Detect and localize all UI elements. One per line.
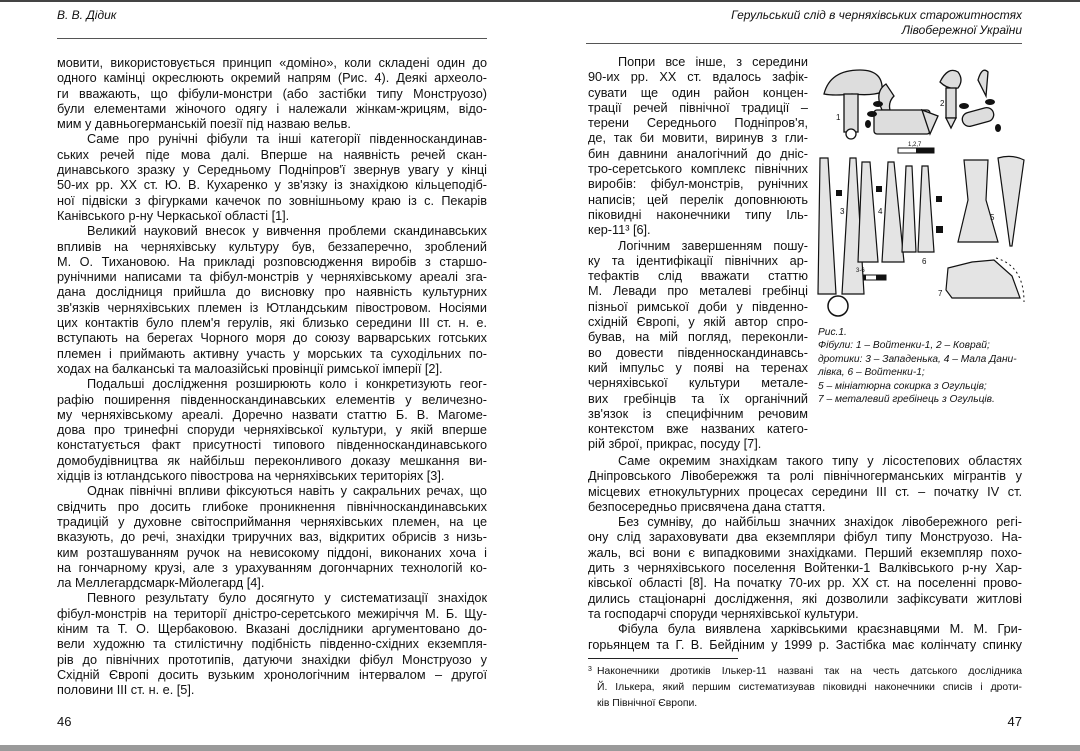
figure-label: 1 [836,113,841,122]
text-line: 50-их рр. XX ст. Ю. В. Кухаренко у зв'язку із знахідкою кільцеподіб- [57,178,487,193]
text-line: ким розташуванням ручок на невисокому піддоні, виконаних хоча і [57,545,487,560]
scale-bar-1 [916,148,934,153]
right-page-narrow-column [588,55,808,453]
text-line: черняхівської культури метале- [588,376,808,391]
text-line: свідчить про досить глибоке проникнення північноскандинавських [57,499,487,514]
text-line: Певного результату було досягнуто у систематизації знахідок [87,591,487,606]
running-head-line: Герульський слід в черняхівських старожитностях [731,8,1022,22]
text-line: терени Середнього Подніпров'я, [588,116,808,131]
text-line: Канівського р-ну Черкаської області [1]. [57,208,290,223]
scale-bar-2 [876,275,886,280]
text-line: контекстом вже названих катего- [588,422,808,437]
text-line: зв'язок із специфічним речовим [588,406,808,421]
text-line: бував, на мій погляд, переконли- [588,330,808,345]
footnote-line: Й. Ількера, який першим систематизував піковидні наконечники списів і дроти- [597,682,1022,693]
figure-label: 3 [840,207,845,216]
figure-label: 6 [922,257,927,266]
caption-line: Рис.1. [818,327,847,338]
left-header-rule [57,38,487,39]
text-line: Фібула була виявлена харківськими краєзнавцями М. М. Гри- [618,622,1022,637]
left-running-head: В. В. Дідик [57,8,117,22]
text-line: мовити, використовується принцип «доміно», коли складені один до [57,56,487,70]
caption-line: 7 – металевий гребінець з Огульців. [818,394,995,406]
text-line: фібул-монстрів на території дністро-серетського межиріччя М. Б. Щу- [57,606,487,621]
text-line: тефактів слід вважати статтю [588,269,808,284]
paragraph [57,132,487,224]
text-line: 90-их рр. XX ст. вдалось зафік- [588,70,808,85]
text-line: дить з черняхівського поселення Войтенки-1 Валківського р-ну Хар- [588,561,1022,576]
paragraph [588,622,1022,653]
text-line: Логічним завершенням пошу- [618,238,808,253]
text-line: Без сумніву, до найбільш значних знахідок лівобережного регі- [618,515,1022,530]
paragraph [588,454,1022,515]
paragraph [57,56,487,132]
right-header-rule [586,43,1022,44]
text-line: ку та ідентифікації північних ар- [588,253,808,268]
figure-label: 7 [938,289,943,298]
text-line: Дніпровського Лівобережжя та ролі північногерманських мігрантів у [588,469,1022,484]
paragraph [588,515,1022,622]
fibula-1-stem [844,94,858,132]
text-line: впливів на черняхівську культуру був, беззаперечно, зроблений [57,239,487,254]
text-line: кер-11³ [6]. [588,223,651,238]
fibula-1-head [824,70,882,95]
javelin-3a [818,158,836,294]
text-line: Саме про рунічні фібули та інші категорії південноскандинав- [87,132,487,147]
javelin-6a [902,166,916,252]
axe-5a [958,160,998,242]
fibula-1-foot [874,110,930,134]
caption-line: лівка, 6 – Войтенки-1; [818,367,925,379]
caption-line: Фібули: 1 – Войтенки-1, 2 – Коврай; [818,340,990,352]
text-line: Попри все інше, з середини [618,55,808,69]
text-line: дились стаціонарні дослідження, які дозволили зафіксувати житлові [588,591,1022,606]
footnote-line: Наконечники дротиків Ількер-11 названі так на честь датського дослідника [597,666,1022,677]
text-line: трації речей північної традиції – [588,100,808,115]
text-line: ла Меллегардсмарк-Мйолегард [4]. [57,576,265,591]
text-line: бин давнини аналогічний до дніс- [588,146,808,161]
paragraph [57,224,487,377]
footnote-marker: 3 [588,666,592,673]
bottom-edge [0,745,1080,751]
right-page-number: 47 [1007,714,1022,729]
text-line: зв'язків черняхівських племен із Ютландським півостровом. Носіями [57,300,487,315]
caption-line: дротики: 3 – Западенька, 4 – Мала Дани- [818,353,1017,365]
text-line: написів; цей перелік доповнюють [588,192,808,207]
text-line: цих контактів було плем'я герулів, які близько середини III ст. н. е. [57,316,487,331]
paragraph [57,377,487,484]
text-line: вих гребінців та їх органічний [588,391,808,406]
text-line: кий імпульс у появі на теренах [588,360,808,375]
right-page-wide-column [588,454,1022,653]
text-line: динавського зразку у Середньому Подніпров'ї звернув увагу у кінці [57,163,487,178]
text-line: ходах на балканські та малоазійські провінції римської імперії [2]. [57,361,443,376]
paragraph [57,484,487,591]
text-line: були елементами жіночого одягу і належали жінкам-жрицям, відо- [57,101,487,116]
axe-5b [998,156,1024,246]
text-line: де, так би мовити, виринув з гли- [588,131,808,146]
text-line: хідців із ютландського півострова на черняхівських територіях [3]. [57,469,445,484]
text-line: Саме окремим знахідкам такого типу у лісостепових областях [618,454,1022,468]
text-line: традицій у духовне світосприймання черняхівських племен, на це [57,514,487,529]
text-line: ських речей піде мова далі. Вперше на наявність речей скан- [57,147,487,162]
text-line: Подальші дослідження розширюють коло і конкретизують геог- [87,377,487,392]
text-line: М. Левади про металеві гребінці [588,284,808,299]
paragraph [588,55,808,239]
text-line: сувати ще один район концен- [588,85,808,100]
scale-label: 1,2,7 [908,142,922,148]
text-line: Східній Європі досить вузьким хронологічним інтервалом – другої [57,667,487,682]
text-line: Великий науковий внесок у вивчення проблеми скандинавських [87,224,487,239]
text-line: рафію поширення південноскандинавських елементів у величезно- [57,392,487,407]
text-line: ківської області [8]. На початку 70-их рр. XX ст. на поселенні прово- [588,576,1022,591]
javelin-4b [882,162,904,262]
text-line: ної підвіски з фігурками качечок по зовнішньому краю із с. Пекарів [57,193,487,208]
text-line: на гончарному крузі, але з урахуванням догончарних технологій ко- [57,560,487,575]
text-line: тро-серетського комплекс північних [588,162,808,177]
text-line: домобудівництва як найбільш переконливого доказу мешкання ви- [57,453,487,468]
text-line: рів до північних прототипів, датуючи знахідки фібул Монструозо у [57,652,487,667]
text-line: горьянцем та Г. В. Бейдіним у 1999 р. Застібка має колінчату спинку [588,637,1022,652]
figure-label: 5 [990,213,995,222]
text-line: дова про тринефні споруди черняхівської культури, у якій вперше [57,423,487,438]
text-line: ги вважають, що фібули-монстри (або застібки типу Монструозо) [57,86,487,101]
text-line: місцевих етнокультурних процесах середини III ст. – початку IV ст. [588,484,1022,499]
comb-7 [946,260,1020,298]
running-head-line: Лівобережної України [901,23,1022,37]
top-edge [0,0,1080,2]
text-line: вели художню та стилістичну подібність південно-східних екземпля- [57,637,487,652]
text-line: жаль, всі вони є випадковими знахідками. Перший екземпляр похо- [588,545,1022,560]
text-line: во довести південноскандинавсь- [588,345,808,360]
paragraph [57,591,487,698]
figure-label: 2 [940,99,945,108]
text-line: рій зброї, прикрас, посуду [7]. [588,437,762,452]
text-line: Однак північні впливи фіксуються навіть у сакральних речах, що [87,484,487,499]
text-line: піковидні наконечники типу Іль- [588,207,808,222]
figure-artifacts [812,62,1034,324]
text-line: безпосередньо присвячена дана стаття. [588,499,826,514]
right-running-head [731,8,1022,38]
text-line: му черняхівському ареалі. Доречно назвати статтю Б. В. Магоме- [57,407,487,422]
paragraph [588,239,808,453]
text-line: половини III ст. н. е. [5]. [57,683,195,698]
text-line: та господарчі споруди черняхівської культури. [588,606,859,621]
javelin-6b [918,166,934,252]
figure-caption [818,326,1017,406]
caption-line: 5 – мініатюрна сокирка з Огульців; [818,380,987,392]
text-line: констатується факт присутності типового південноскандинавського [57,438,487,453]
text-line: східній Європі, у якій автор спро- [588,315,808,330]
text-line: одного камінці окреслюють окремий напрям (Рис. 4). Деякі археоло- [57,71,487,86]
text-line: кіним та Т. О. Щербаковою. Вказані дослідники аргументовано до- [57,621,487,636]
text-line: пізньої римської доби у південно- [588,299,808,314]
scale-label: 3-6 [856,268,865,274]
text-line: рунічними написами та фібул-монстрів у черняхівському ареалі зга- [57,270,487,285]
figure-label: 4 [878,207,883,216]
text-line: М. О. Тихановою. На прикладі розповсюдження виробів з старшо- [57,254,487,269]
left-page-number: 46 [57,714,72,729]
text-line: племен і приймають активну участь у морських та суходільних по- [57,346,487,361]
left-page-body [57,56,487,698]
javelin-4a [858,162,878,262]
text-line: ону слід зараховувати два екземпляри фібул типу Монструозо. На- [588,530,1022,545]
text-line: виробів: фібул-монстрів, рунічних [588,177,808,192]
text-line: вступають на берегах Чорного моря до союзу варварських готських [57,331,487,346]
footnote [588,664,1022,712]
text-line: мим у давньогерманській поезії під назваю вельв. [57,117,351,132]
footnote-rule [588,658,738,659]
text-line: дана дослідниця прийшла до висновку про наявність культурних [57,285,487,300]
text-line: вказують, до речі, знахідки триручних ваз, відкритих обрисів з низь- [57,530,487,545]
footnote-line: ків Північної Європи. [597,698,698,709]
